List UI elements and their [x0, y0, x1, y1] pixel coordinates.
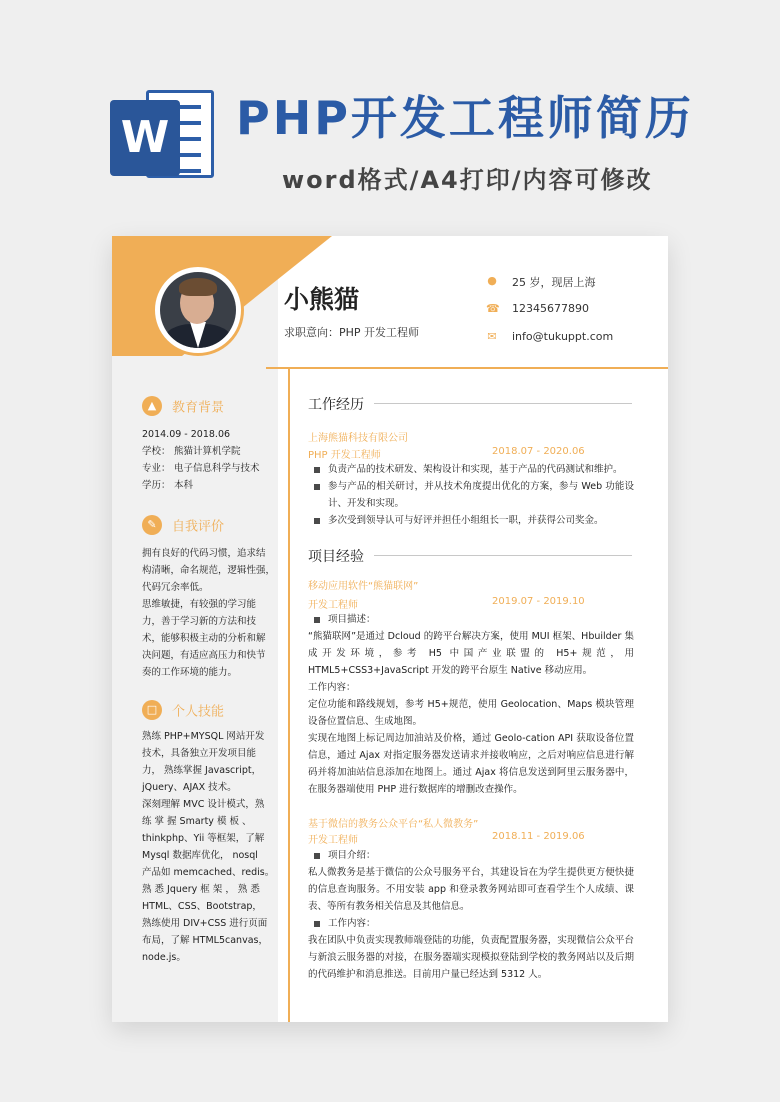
- candidate-name: 小熊猫: [284, 285, 360, 314]
- project-date: 2019.07 - 2019.10: [492, 596, 585, 607]
- project-date: 2018.11 - 2019.06: [492, 831, 585, 842]
- mail-icon: ✉: [487, 330, 497, 343]
- avatar-frame: [152, 264, 244, 356]
- graduation-cap-icon: ▲: [142, 396, 162, 416]
- self-eval-text: 拥有良好的代码习惯，追求结 构清晰，命名规范，逻辑性强， 代码冗余率低。 思维敏捷，有较强的学习能 力，善于学习新的方法和技 术，能够积极主动的分析和解 决问题，有适应高压力和快节 奏的工作环境的能力。: [142, 548, 276, 678]
- education-details: [142, 426, 270, 494]
- work-bullet: 参与产品的相关研讨，并从技术角度提出优化的方案，参与 Web 功能设计、开发和实现。: [308, 478, 634, 512]
- project-role-row: [308, 831, 585, 846]
- work-company: 上海熊猫科技有限公司: [308, 433, 408, 444]
- project-desc-label: 项目介绍：: [308, 847, 634, 864]
- project-work: 实现在地图上标记周边加油站及价格，通过 Geolo-cation API 获取设备位置信息，通过 Ajax 对指定服务器发送请求并接收响应，之后对响应信息进行解码并将加油站信息添加在地图上。通过 Ajax 将信息发送到阿里云服务器中，在服务器端使用 PHP 进行数据库的增删改查操作。: [308, 733, 634, 795]
- resume-card: 小熊猫 求职意向：PHP 开发工程师 ● 25 岁，现居上海 ☎ 12345677890 ✉ info@tukuppt.com ▲ 教育背景 2014.09 - 2018.06 学校： 熊猫计算机学院 专业： 电子信息科学与技术 学历： 本科 ✎ 自我评价 拥有良好的代码习惯，追求结 构清晰，命名规范，逻辑性强， 代码冗余率低。 思维敏捷，有较强的学习能 力，善于学习新的方法和技 术，能够积极主动的分析和解 决问题，有适应高压力和快节 奏的工作环境的能力。 □ 个人技能 熟练 PHP+MYSQL 网站开发 技术，具备独立开发项目能 力， 熟练掌握 Javascript， jQuery、AJAX 技术。 深刻理解 MVC 设计模式，熟 练 掌 握 Smarty 模 板 、 thinkphp、Yii 等框架，了解 Mysql 数据库优化， nosql 产品如 memcached、redis。 熟 悉 Jquery 框 架 ， 熟 悉 HTML、CSS、Bootstrap， 熟练使用 DIV+CSS 进行页面 布局，了解 HTML5canvas， node.js。 工作经历 上海熊猫科技有限公司 PHP 开发工程师 2018.07 - 2020.06 负责产品的技术研发、架构设计和实现，基于产品的代码测试和维护。 参与产品的相关研讨，并从技术角度提出优化的方案，参与 Web 功能设计、开发和实现。 多次受到领导认可与好评并担任小组组长一职，并获得公司奖金。 项目经验 移动应用软件“熊猫联网” 开发工程师 2019.07 - 2019.10 项目描述： “熊猫联网”是通过 Dcloud 的跨平台解决方案，使用 MUI 框架、Hbuilder 集成开发环境，参考 H5 中国产业联盟的 H5+规范，用 HTML5+CSS3+JavaScript 开发的跨平台原生 Native 移动应用。 工作内容： 定位功能和路线规划，参考 H5+规范，使用 Geolocation、Maps 模块管理设备位置信息、生成地图。 实现在地图上标记周边加油站及价格，通过 Geolo-cation API 获取设备位置信息，通过 Ajax 对指定服务器发送请求并接收响应，之后对响应信息进行解码并将加油站信息添加在地图上。通过 Ajax 将信息发送到阿里云服务器中，在服务器端使用 PHP 进行数据库的增删改查操作。 基于微信的教务公众平台“私人微教务” 开发工程师 2018.11 - 2019.06 项目介绍： 私人微教务是基于微信的公众号服务平台，其建设旨在为学生提供更方便快捷的信息查询服务。不用安装 app 和登录教务网站即可查看学生个人成绩、课表、等所有教务相关信息及其他信息。 工作内容： 我在团队中负责实现教师端登陆的功能，负责配置服务器，实现微信公众平台与新浪云服务器的对接，在服务器端实现模拟登陆到学校的教务网站以及后期的代码维护和消息推送。目前用户量已经达到 5312 人。: [112, 236, 668, 1022]
- project-work: 我在团队中负责实现教师端登陆的功能，负责配置服务器，实现微信公众平台与新浪云服务器的对接，在服务器端实现模拟登陆到学校的教务网站以及后期的代码维护和消息推送。目前用户量已经达到 5312 人。: [308, 935, 634, 980]
- banner-title: PHP开发工程师简历: [236, 91, 694, 145]
- word-letter-badge: W: [110, 100, 180, 176]
- phone-icon: ☎: [486, 302, 500, 315]
- banner-subtitle: word格式/A4打印/内容可修改: [282, 166, 653, 194]
- project-role: 开发工程师: [308, 835, 358, 846]
- section-title-education: ▲ 教育背景: [142, 396, 224, 416]
- project-name: 移动应用软件“熊猫联网”: [308, 581, 419, 592]
- work-role-row: [308, 446, 585, 461]
- project-desc: 私人微教务是基于微信的公众号服务平台，其建设旨在为学生提供更方便快捷的信息查询服务。不用安装 app 和登录教务网站即可查看学生个人成绩、课表、等所有教务相关信息及其他信息。: [308, 867, 634, 912]
- work-date: 2018.07 - 2020.06: [492, 446, 585, 457]
- book-icon: □: [142, 700, 162, 720]
- section-title-self-eval: ✎ 自我评价: [142, 515, 224, 535]
- project-role-row: [308, 596, 585, 611]
- section-title-work: 工作经历: [308, 397, 364, 413]
- education-school: 学校： 熊猫计算机学院: [142, 446, 241, 457]
- work-bullets: [308, 461, 634, 529]
- project-work-label: 工作内容：: [308, 682, 356, 693]
- work-title-rule: [374, 403, 632, 404]
- edit-icon: ✎: [142, 515, 162, 535]
- avatar: [160, 272, 236, 348]
- section-title-projects: 项目经验: [308, 549, 364, 565]
- section-title-skills: □ 个人技能: [142, 700, 224, 720]
- project-details: [308, 611, 634, 798]
- education-degree: 学历： 本科: [142, 480, 194, 491]
- work-bullet: 负责产品的技术研发、架构设计和实现，基于产品的代码测试和维护。: [308, 461, 634, 478]
- projects-title-rule: [374, 555, 632, 556]
- project-role: 开发工程师: [308, 600, 358, 611]
- work-role: PHP 开发工程师: [308, 450, 381, 461]
- header-divider: [266, 367, 668, 369]
- education-major: 专业： 电子信息科学与技术: [142, 463, 260, 474]
- education-period: 2014.09 - 2018.06: [142, 429, 231, 440]
- project-desc: “熊猫联网”是通过 Dcloud 的跨平台解决方案，使用 MUI 框架、Hbuilder 集成开发环境，参考 H5 中国产业联盟的 H5+规范，用 HTML5+CSS3+JavaScript 开发的跨平台原生 Native 移动应用。: [308, 631, 634, 676]
- project-details: [308, 847, 634, 983]
- project-desc-label: 项目描述：: [308, 611, 634, 628]
- skills-text: 熟练 PHP+MYSQL 网站开发 技术，具备独立开发项目能 力， 熟练掌握 Javascript， jQuery、AJAX 技术。 深刻理解 MVC 设计模式，熟 练 掌 握 Smarty 模 板 、 thinkphp、Yii 等框架，了解 Mysql 数据库优化， nosql 产品如 memcached、redis。 熟 悉 Jquery 框 架 ， 熟 悉 HTML、CSS、Bootstrap， 熟练使用 DIV+CSS 进行页面 布局，了解 HTML5canvas， node.js。: [142, 731, 275, 963]
- project-work: 定位功能和路线规划，参考 H5+规范，使用 Geolocation、Maps 模块管理设备位置信息、生成地图。: [308, 699, 634, 727]
- work-bullet: 多次受到领导认可与好评并担任小组组长一职，并获得公司奖金。: [308, 512, 634, 529]
- project-work-label: 工作内容：: [308, 915, 634, 932]
- job-intent: 求职意向：PHP 开发工程师: [284, 326, 420, 339]
- project-name: 基于微信的教务公众平台“私人微教务”: [308, 819, 479, 830]
- column-divider: [288, 367, 290, 1022]
- person-icon: ●: [487, 274, 497, 287]
- word-logo: [110, 82, 220, 192]
